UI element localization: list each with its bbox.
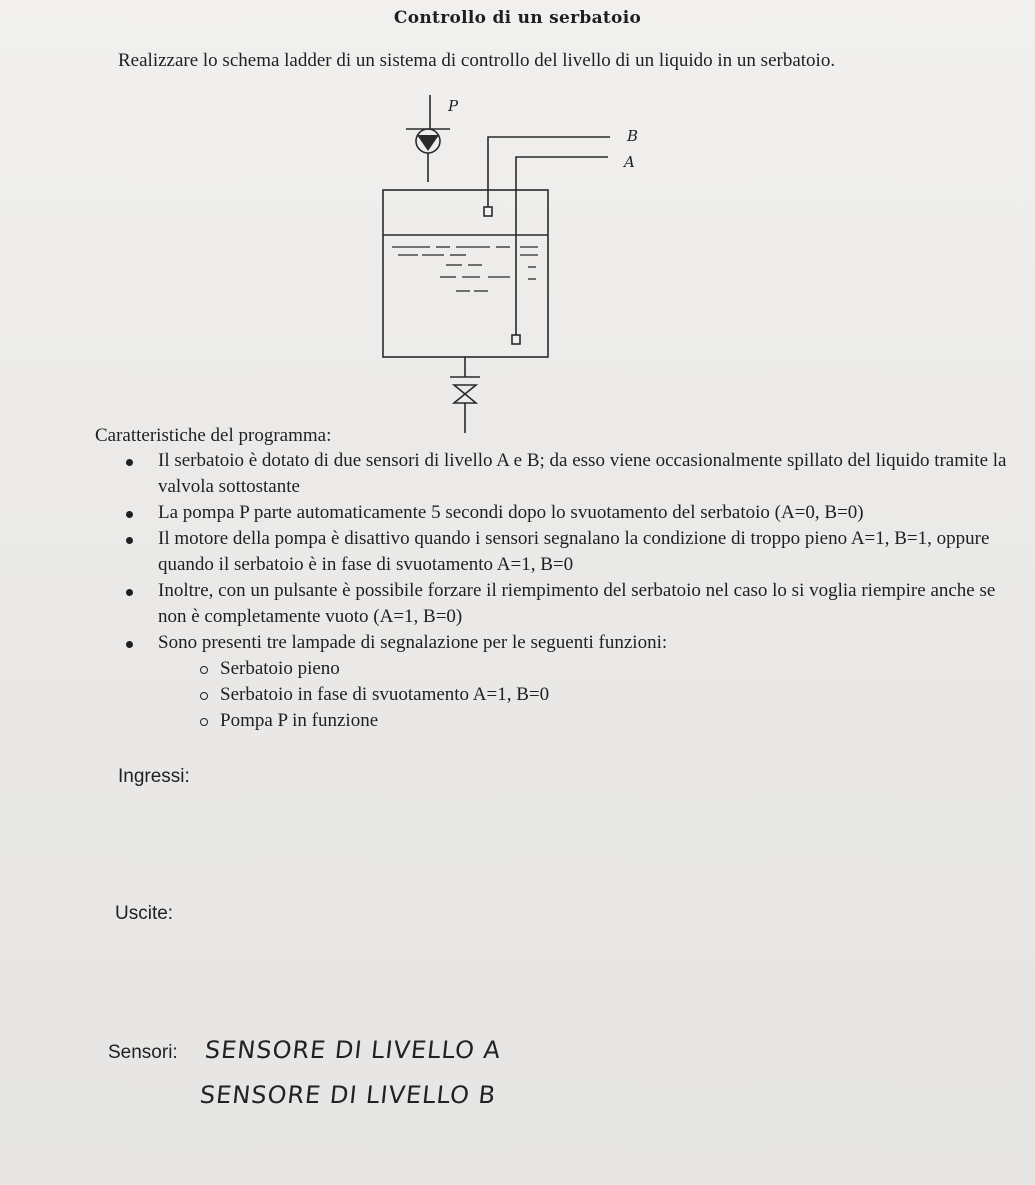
pump-icon — [406, 95, 450, 182]
outputs-label: Uscite: — [115, 903, 174, 924]
lamp-item: Serbatoio in fase di svuotamento A=1, B=0 — [158, 682, 1018, 708]
characteristics-heading: Caratteristiche del programma: — [95, 425, 332, 446]
lamp-item: Pompa P in funzione — [158, 708, 1018, 734]
sensor-b-label: B — [627, 127, 639, 145]
lamps-list — [158, 656, 1018, 734]
sensor-b-icon — [484, 137, 610, 216]
sensors-label: Sensori: — [108, 1042, 178, 1063]
handwritten-sensor-b: SENSORE DI LIVELLO B — [198, 1081, 498, 1109]
inputs-label: Ingressi: — [118, 766, 190, 787]
document-title: Controllo di un serbatoio — [393, 8, 642, 28]
sensor-a-label: A — [624, 153, 635, 171]
pump-label: P — [448, 97, 459, 115]
sensor-a-icon — [512, 157, 608, 344]
handwritten-sensor-a: SENSORE DI LIVELLO A — [203, 1036, 503, 1064]
intro-text: Realizzare lo schema ladder di un sistema di controllo del livello di un liquido in un serbatoio. — [118, 50, 836, 71]
feature-item: Inoltre, con un pulsante è possibile forzare il riempimento del serbatoio nel caso lo si voglia riempire anche se non è completamente vuoto (A=1, B=0) — [118, 578, 1018, 630]
features-list — [118, 448, 1018, 734]
feature-item: Il motore della pompa è disattivo quando i sensori segnalano la condizione di troppo pieno A=1, B=1, oppure quando il serbatoio è in fase di svuotamento A=1, B=0 — [118, 526, 1018, 578]
lamp-item: Serbatoio pieno — [158, 656, 1018, 682]
tank-diagram — [370, 95, 670, 440]
feature-item-lamps — [118, 630, 1018, 734]
valve-icon — [450, 357, 480, 433]
feature-item: Il serbatoio è dotato di due sensori di livello A e B; da esso viene occasionalmente spillato del liquido tramite la valvola sottostante — [118, 448, 1018, 500]
feature-item: La pompa P parte automaticamente 5 secondi dopo lo svuotamento del serbatoio (A=0, B=0) — [118, 500, 1018, 526]
tank-icon — [383, 190, 548, 357]
lamps-intro: Sono presenti tre lampade di segnalazione per le seguenti funzioni: — [158, 632, 668, 653]
